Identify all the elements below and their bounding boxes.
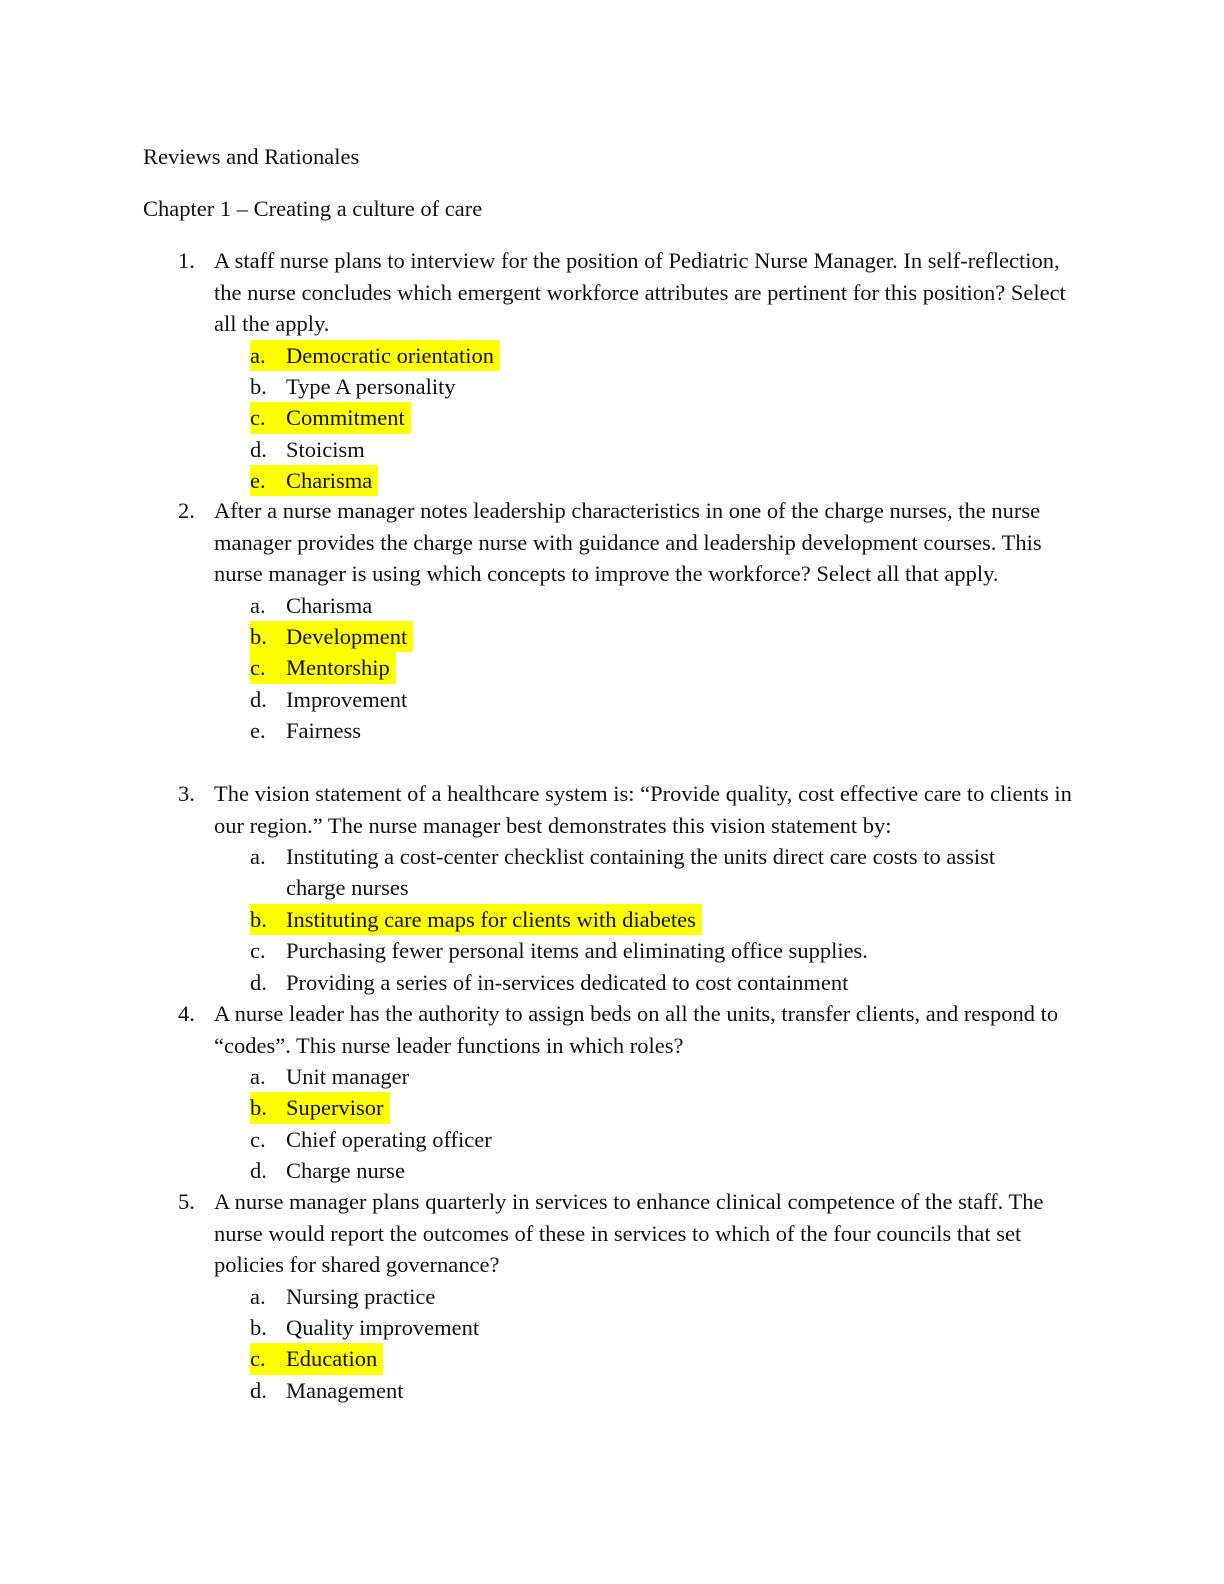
option: [250, 371, 1078, 402]
option-text: Supervisor: [286, 1095, 384, 1121]
option-letter: b.: [250, 373, 267, 399]
option-letter: a.: [250, 342, 266, 368]
question-text: After a nurse manager notes leadership characteristics in one of the charge nurses, the nurse manager provides the charge nurse with guidance and leadership development courses. This nurse manager is using which concepts to improve the workforce? Select all that apply.: [214, 498, 1042, 586]
option-letter: e.: [250, 468, 266, 494]
question-number: 4.: [178, 1001, 195, 1026]
option-letter: d.: [250, 1158, 267, 1184]
question-number: 2.: [178, 498, 195, 523]
question-text: The vision statement of a healthcare system is: “Provide quality, cost effective care to clients in our region.” The nurse manager best demonstrates this vision statement by:: [214, 781, 1072, 838]
option-text: Charisma: [286, 592, 373, 618]
question-number: 5.: [178, 1189, 195, 1214]
option: [250, 684, 1078, 715]
question-text: A staff nurse plans to interview for the position of Pediatric Nurse Manager. In self-reflection, the nurse concludes which emergent workforce attributes are pertinent for this position? Select all the apply.: [214, 248, 1066, 336]
question-text: A nurse leader has the authority to assign beds on all the units, transfer clients, and respond to “codes”. This nurse leader functions in which roles?: [214, 1001, 1059, 1058]
option: [250, 1312, 1078, 1343]
option-letter: a.: [250, 592, 266, 618]
option-correct: [250, 340, 1078, 371]
option-letter: a.: [250, 844, 266, 869]
document-title: Reviews and Rationales: [143, 144, 360, 169]
option-correct: [250, 652, 1078, 683]
option-text: Charge nurse: [286, 1158, 405, 1184]
option-text: Stoicism: [286, 436, 365, 462]
option-text: Commitment: [286, 405, 405, 431]
question-5: [178, 1186, 1078, 1406]
option-text: Unit manager: [286, 1064, 410, 1089]
option-list: [178, 841, 1078, 998]
option-correct: [250, 1343, 1078, 1374]
option-text: Instituting a cost-center checklist containing the units direct care costs to assist charge nurses: [286, 844, 996, 901]
question-3: [178, 778, 1078, 998]
option-letter: b.: [250, 1095, 267, 1121]
option: [250, 1155, 1078, 1186]
option-letter: b.: [250, 1314, 267, 1340]
option-text: Democratic orientation: [286, 342, 495, 368]
option-correct: [250, 465, 1078, 496]
option: [250, 590, 1078, 621]
option-letter: a.: [250, 1064, 266, 1089]
option-text: Providing a series of in-services dedicated to cost containment: [286, 969, 849, 995]
option-letter: d.: [250, 1377, 267, 1403]
option: [250, 715, 1078, 746]
option-correct: [250, 1092, 1078, 1123]
option-letter: a.: [250, 1283, 266, 1309]
question-number: 3.: [178, 781, 195, 806]
option-letter: e.: [250, 718, 266, 744]
option-text: Fairness: [286, 718, 361, 744]
option-list: [178, 1281, 1078, 1407]
question-number: 1.: [178, 248, 195, 273]
option-list: [178, 590, 1078, 747]
option-correct: [250, 621, 1078, 652]
option-letter: c.: [250, 1346, 266, 1372]
option-list: [178, 1061, 1078, 1187]
option-letter: c.: [250, 655, 266, 681]
option: [250, 434, 1078, 465]
option: [250, 841, 1078, 904]
option: [250, 1375, 1078, 1406]
option-letter: d.: [250, 686, 267, 712]
option-letter: d.: [250, 969, 267, 995]
option: [250, 1281, 1078, 1312]
chapter-heading: Chapter 1 – Creating a culture of care: [143, 196, 483, 221]
option-text: Charisma: [286, 468, 373, 494]
option-correct: [250, 904, 1078, 935]
option: [250, 1061, 1078, 1092]
option-text: Management: [286, 1377, 404, 1403]
question-4: [178, 998, 1078, 1187]
option-correct: [250, 402, 1078, 433]
question-1: [178, 245, 1078, 496]
option-text: Type A personality: [286, 373, 456, 399]
option: [250, 967, 1078, 998]
option-text: Education: [286, 1346, 378, 1372]
option-text: Chief operating officer: [286, 1126, 492, 1152]
option-letter: d.: [250, 436, 267, 462]
question-2: [178, 495, 1078, 746]
question-text: A nurse manager plans quarterly in services to enhance clinical competence of the staff. The nurse would report the outcomes of these in services to which of the four councils that set policies for shared governance?: [214, 1189, 1044, 1277]
option-text: Purchasing fewer personal items and eliminating office supplies.: [286, 938, 868, 964]
option-letter: c.: [250, 938, 266, 964]
option-letter: b.: [250, 906, 267, 932]
option: [250, 935, 1078, 966]
option-letter: b.: [250, 623, 267, 649]
option-text: Nursing practice: [286, 1283, 436, 1309]
option-letter: c.: [250, 405, 266, 431]
option-list: [178, 340, 1078, 497]
option-text: Improvement: [286, 686, 408, 712]
option-text: Quality improvement: [286, 1314, 480, 1340]
option-text: Instituting care maps for clients with diabetes: [286, 906, 696, 932]
option-text: Development: [286, 623, 408, 649]
option-text: Mentorship: [286, 655, 390, 681]
option-letter: c.: [250, 1126, 266, 1152]
option: [250, 1124, 1078, 1155]
